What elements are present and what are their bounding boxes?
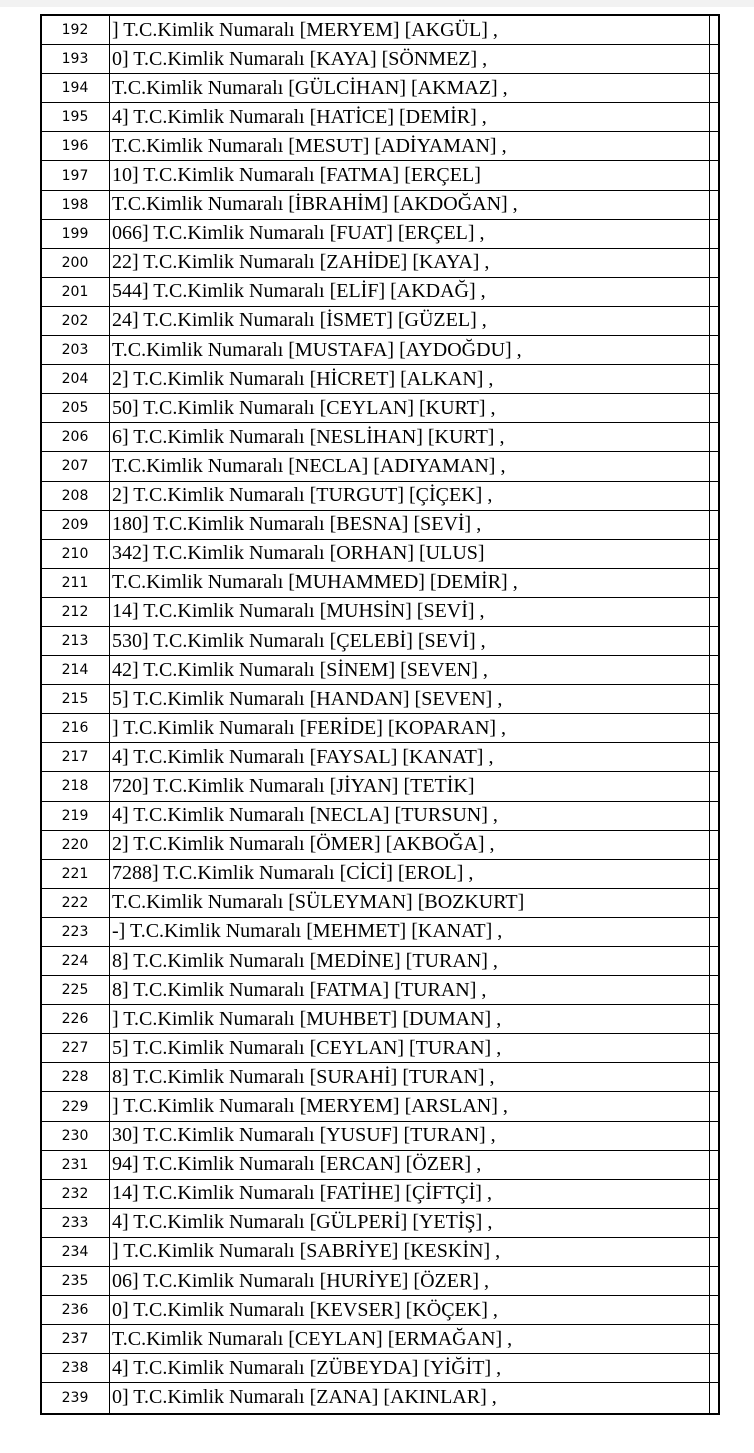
column-divider	[709, 1092, 711, 1120]
row-number: 223	[61, 923, 89, 940]
row-text: 4] T.C.Kimlik Numaralı [NECLA] [TURSUN] ,	[109, 802, 708, 830]
column-divider	[709, 394, 711, 422]
table-row	[42, 772, 718, 801]
row-number: 204	[61, 371, 89, 388]
row-number: 219	[61, 807, 89, 824]
row-number: 199	[61, 225, 89, 242]
row-text: T.C.Kimlik Numaralı [SÜLEYMAN] [BOZKURT]	[109, 889, 708, 917]
top-strip	[0, 0, 754, 7]
row-number: 213	[61, 633, 89, 650]
column-divider	[709, 1180, 711, 1208]
row-number: 195	[61, 109, 89, 126]
row-number: 229	[61, 1098, 89, 1115]
row-number: 212	[61, 603, 89, 620]
row-text: 0] T.C.Kimlik Numaralı [KAYA] [SÖNMEZ] ,	[109, 45, 708, 73]
table-row	[42, 1296, 718, 1325]
row-text: ] T.C.Kimlik Numaralı [SABRİYE] [KESKİN] ,	[109, 1238, 708, 1266]
row-number: 216	[61, 720, 89, 737]
table-row	[42, 860, 718, 889]
row-text: T.C.Kimlik Numaralı [MUHAMMED] [DEMİR] ,	[109, 569, 708, 597]
row-text: 5] T.C.Kimlik Numaralı [HANDAN] [SEVEN] ,	[109, 685, 708, 713]
row-number: 224	[61, 953, 89, 970]
column-divider	[709, 511, 711, 539]
row-text: 22] T.C.Kimlik Numaralı [ZAHİDE] [KAYA] ,	[109, 249, 708, 277]
row-number: 239	[61, 1389, 89, 1406]
table-row	[42, 802, 718, 831]
table-row	[42, 918, 718, 947]
column-divider	[709, 540, 711, 568]
table-row	[42, 714, 718, 743]
table-row	[42, 74, 718, 103]
row-number: 207	[61, 458, 89, 475]
row-number: 201	[61, 283, 89, 300]
column-divider	[709, 1383, 711, 1412]
row-number: 211	[61, 574, 89, 591]
row-number: 234	[61, 1243, 89, 1260]
column-divider	[709, 1267, 711, 1295]
table-row	[42, 278, 718, 307]
table-row	[42, 365, 718, 394]
row-number: 205	[61, 400, 89, 417]
row-number: 214	[61, 662, 89, 679]
column-divider	[709, 423, 711, 451]
row-text: 7288] T.C.Kimlik Numaralı [CİCİ] [EROL] ,	[109, 860, 708, 888]
table-row	[42, 598, 718, 627]
table-row	[42, 1005, 718, 1034]
row-number: 217	[61, 749, 89, 766]
column-divider	[709, 918, 711, 946]
column-divider	[709, 16, 711, 44]
records-table	[40, 14, 720, 1415]
row-number: 203	[61, 342, 89, 359]
row-text: 2] T.C.Kimlik Numaralı [ÖMER] [AKBOĞA] ,	[109, 831, 708, 859]
row-text: 2] T.C.Kimlik Numaralı [TURGUT] [ÇİÇEK] ,	[109, 482, 708, 510]
column-divider	[709, 452, 711, 480]
table-row	[42, 1063, 718, 1092]
row-text: 10] T.C.Kimlik Numaralı [FATMA] [ERÇEL]	[109, 161, 708, 189]
row-text: -] T.C.Kimlik Numaralı [MEHMET] [KANAT] ,	[109, 918, 708, 946]
row-number: 227	[61, 1040, 89, 1057]
table-row	[42, 103, 718, 132]
row-number: 222	[61, 894, 89, 911]
row-text: 342] T.C.Kimlik Numaralı [ORHAN] [ULUS]	[109, 540, 708, 568]
row-number: 221	[61, 865, 89, 882]
row-text: 94] T.C.Kimlik Numaralı [ERCAN] [ÖZER] ,	[109, 1151, 708, 1179]
table-row	[42, 1092, 718, 1121]
column-divider	[709, 336, 711, 364]
row-text: T.C.Kimlik Numaralı [MESUT] [ADİYAMAN] ,	[109, 132, 708, 160]
table-row	[42, 482, 718, 511]
column-divider	[709, 365, 711, 393]
table-row	[42, 685, 718, 714]
table-row	[42, 540, 718, 569]
row-text: 544] T.C.Kimlik Numaralı [ELİF] [AKDAĞ] ,	[109, 278, 708, 306]
column-divider	[709, 307, 711, 335]
table-row	[42, 452, 718, 481]
row-text: 6] T.C.Kimlik Numaralı [NESLİHAN] [KURT] ,	[109, 423, 708, 451]
row-text: 4] T.C.Kimlik Numaralı [FAYSAL] [KANAT] ,	[109, 743, 708, 771]
row-number: 225	[61, 982, 89, 999]
column-divider	[709, 103, 711, 131]
column-divider	[709, 889, 711, 917]
row-text: 14] T.C.Kimlik Numaralı [FATİHE] [ÇİFTÇİ] ,	[109, 1180, 708, 1208]
column-divider	[709, 1034, 711, 1062]
column-divider	[709, 132, 711, 160]
column-divider	[709, 947, 711, 975]
column-divider	[709, 1296, 711, 1324]
row-text: 30] T.C.Kimlik Numaralı [YUSUF] [TURAN] ,	[109, 1122, 708, 1150]
table-row	[42, 1034, 718, 1063]
column-divider	[709, 74, 711, 102]
table-row	[42, 16, 718, 45]
row-text: 2] T.C.Kimlik Numaralı [HİCRET] [ALKAN] ,	[109, 365, 708, 393]
row-number: 236	[61, 1302, 89, 1319]
row-number: 220	[61, 836, 89, 853]
table-row	[42, 656, 718, 685]
row-text: ] T.C.Kimlik Numaralı [FERİDE] [KOPARAN] ,	[109, 714, 708, 742]
row-number: 235	[61, 1273, 89, 1290]
row-text: 50] T.C.Kimlik Numaralı [CEYLAN] [KURT] ,	[109, 394, 708, 422]
table-row	[42, 1180, 718, 1209]
table-row	[42, 627, 718, 656]
row-number: 237	[61, 1331, 89, 1348]
column-divider	[709, 976, 711, 1004]
row-text: 8] T.C.Kimlik Numaralı [SURAHİ] [TURAN] ,	[109, 1063, 708, 1091]
row-text: 530] T.C.Kimlik Numaralı [ÇELEBİ] [SEVİ] ,	[109, 627, 708, 655]
row-text: ] T.C.Kimlik Numaralı [MUHBET] [DUMAN] ,	[109, 1005, 708, 1033]
table-row	[42, 307, 718, 336]
row-text: 180] T.C.Kimlik Numaralı [BESNA] [SEVİ] ,	[109, 511, 708, 539]
column-divider	[709, 249, 711, 277]
row-text: 8] T.C.Kimlik Numaralı [MEDİNE] [TURAN] ,	[109, 947, 708, 975]
table-row	[42, 1325, 718, 1354]
row-number: 233	[61, 1214, 89, 1231]
row-text: T.C.Kimlik Numaralı [İBRAHİM] [AKDOĞAN] ,	[109, 191, 708, 219]
row-text: T.C.Kimlik Numaralı [NECLA] [ADIYAMAN] ,	[109, 452, 708, 480]
row-number: 194	[61, 80, 89, 97]
row-text: ] T.C.Kimlik Numaralı [MERYEM] [AKGÜL] ,	[109, 16, 708, 44]
column-divider	[709, 802, 711, 830]
row-number: 208	[61, 487, 89, 504]
row-text: 720] T.C.Kimlik Numaralı [JİYAN] [TETİK]	[109, 772, 708, 800]
table-row	[42, 1354, 718, 1383]
column-divider	[709, 598, 711, 626]
column-divider	[709, 1238, 711, 1266]
row-text: 4] T.C.Kimlik Numaralı [GÜLPERİ] [YETİŞ] ,	[109, 1209, 708, 1237]
row-number: 231	[61, 1156, 89, 1173]
row-number: 215	[61, 691, 89, 708]
column-divider	[709, 278, 711, 306]
table-row	[42, 132, 718, 161]
column-divider	[709, 831, 711, 859]
row-number: 202	[61, 312, 89, 329]
table-row	[42, 249, 718, 278]
row-number: 228	[61, 1069, 89, 1086]
table-row	[42, 45, 718, 74]
column-divider	[709, 714, 711, 742]
row-number: 210	[61, 545, 89, 562]
table-row	[42, 1122, 718, 1151]
column-divider	[709, 685, 711, 713]
row-text: 8] T.C.Kimlik Numaralı [FATMA] [TURAN] ,	[109, 976, 708, 1004]
column-divider	[709, 743, 711, 771]
row-number: 196	[61, 138, 89, 155]
row-number: 232	[61, 1185, 89, 1202]
row-number: 226	[61, 1011, 89, 1028]
table-row	[42, 1238, 718, 1267]
row-number: 209	[61, 516, 89, 533]
row-number: 200	[61, 254, 89, 271]
row-text: 06] T.C.Kimlik Numaralı [HURİYE] [ÖZER] ,	[109, 1267, 708, 1295]
row-text: 0] T.C.Kimlik Numaralı [KEVSER] [KÖÇEK] ,	[109, 1296, 708, 1324]
column-divider	[709, 1063, 711, 1091]
table-row	[42, 743, 718, 772]
column-divider	[709, 1151, 711, 1179]
table-row	[42, 191, 718, 220]
column-divider	[709, 569, 711, 597]
row-number: 197	[61, 167, 89, 184]
row-text: 066] T.C.Kimlik Numaralı [FUAT] [ERÇEL] ,	[109, 220, 708, 248]
column-divider	[709, 1122, 711, 1150]
row-number: 238	[61, 1360, 89, 1377]
column-divider	[709, 772, 711, 800]
table-row	[42, 1151, 718, 1180]
row-text: 42] T.C.Kimlik Numaralı [SİNEM] [SEVEN] ,	[109, 656, 708, 684]
table-row	[42, 511, 718, 540]
table-row	[42, 220, 718, 249]
column-divider	[709, 1325, 711, 1353]
row-number: 218	[61, 778, 89, 795]
column-divider	[709, 220, 711, 248]
column-divider	[709, 627, 711, 655]
row-text: 14] T.C.Kimlik Numaralı [MUHSİN] [SEVİ] ,	[109, 598, 708, 626]
table-row	[42, 336, 718, 365]
table-row	[42, 1383, 718, 1412]
table-row	[42, 1267, 718, 1296]
row-text: T.C.Kimlik Numaralı [GÜLCİHAN] [AKMAZ] ,	[109, 74, 708, 102]
column-divider	[709, 191, 711, 219]
column-divider	[709, 1005, 711, 1033]
table-row	[42, 831, 718, 860]
table-row	[42, 569, 718, 598]
table-row	[42, 889, 718, 918]
table-row	[42, 1209, 718, 1238]
table-row	[42, 976, 718, 1005]
row-text: T.C.Kimlik Numaralı [MUSTAFA] [AYDOĞDU] ,	[109, 336, 708, 364]
row-number: 230	[61, 1127, 89, 1144]
row-number: 198	[61, 196, 89, 213]
row-number: 206	[61, 429, 89, 446]
table-row	[42, 161, 718, 190]
table-row	[42, 423, 718, 452]
row-text: 4] T.C.Kimlik Numaralı [ZÜBEYDA] [YİĞİT] ,	[109, 1354, 708, 1382]
column-divider	[709, 45, 711, 73]
row-text: 4] T.C.Kimlik Numaralı [HATİCE] [DEMİR] ,	[109, 103, 708, 131]
row-number: 193	[61, 51, 89, 68]
column-divider	[709, 1354, 711, 1382]
column-divider	[709, 860, 711, 888]
row-text: ] T.C.Kimlik Numaralı [MERYEM] [ARSLAN] ,	[109, 1092, 708, 1120]
row-text: 0] T.C.Kimlik Numaralı [ZANA] [AKINLAR] ,	[109, 1383, 708, 1412]
column-divider	[709, 1209, 711, 1237]
column-divider	[709, 482, 711, 510]
column-divider	[709, 656, 711, 684]
table-row	[42, 947, 718, 976]
column-divider	[709, 161, 711, 189]
row-text: T.C.Kimlik Numaralı [CEYLAN] [ERMAĞAN] ,	[109, 1325, 708, 1353]
row-number: 192	[61, 22, 89, 39]
table-row	[42, 394, 718, 423]
row-text: 24] T.C.Kimlik Numaralı [İSMET] [GÜZEL] ,	[109, 307, 708, 335]
row-text: 5] T.C.Kimlik Numaralı [CEYLAN] [TURAN] ,	[109, 1034, 708, 1062]
